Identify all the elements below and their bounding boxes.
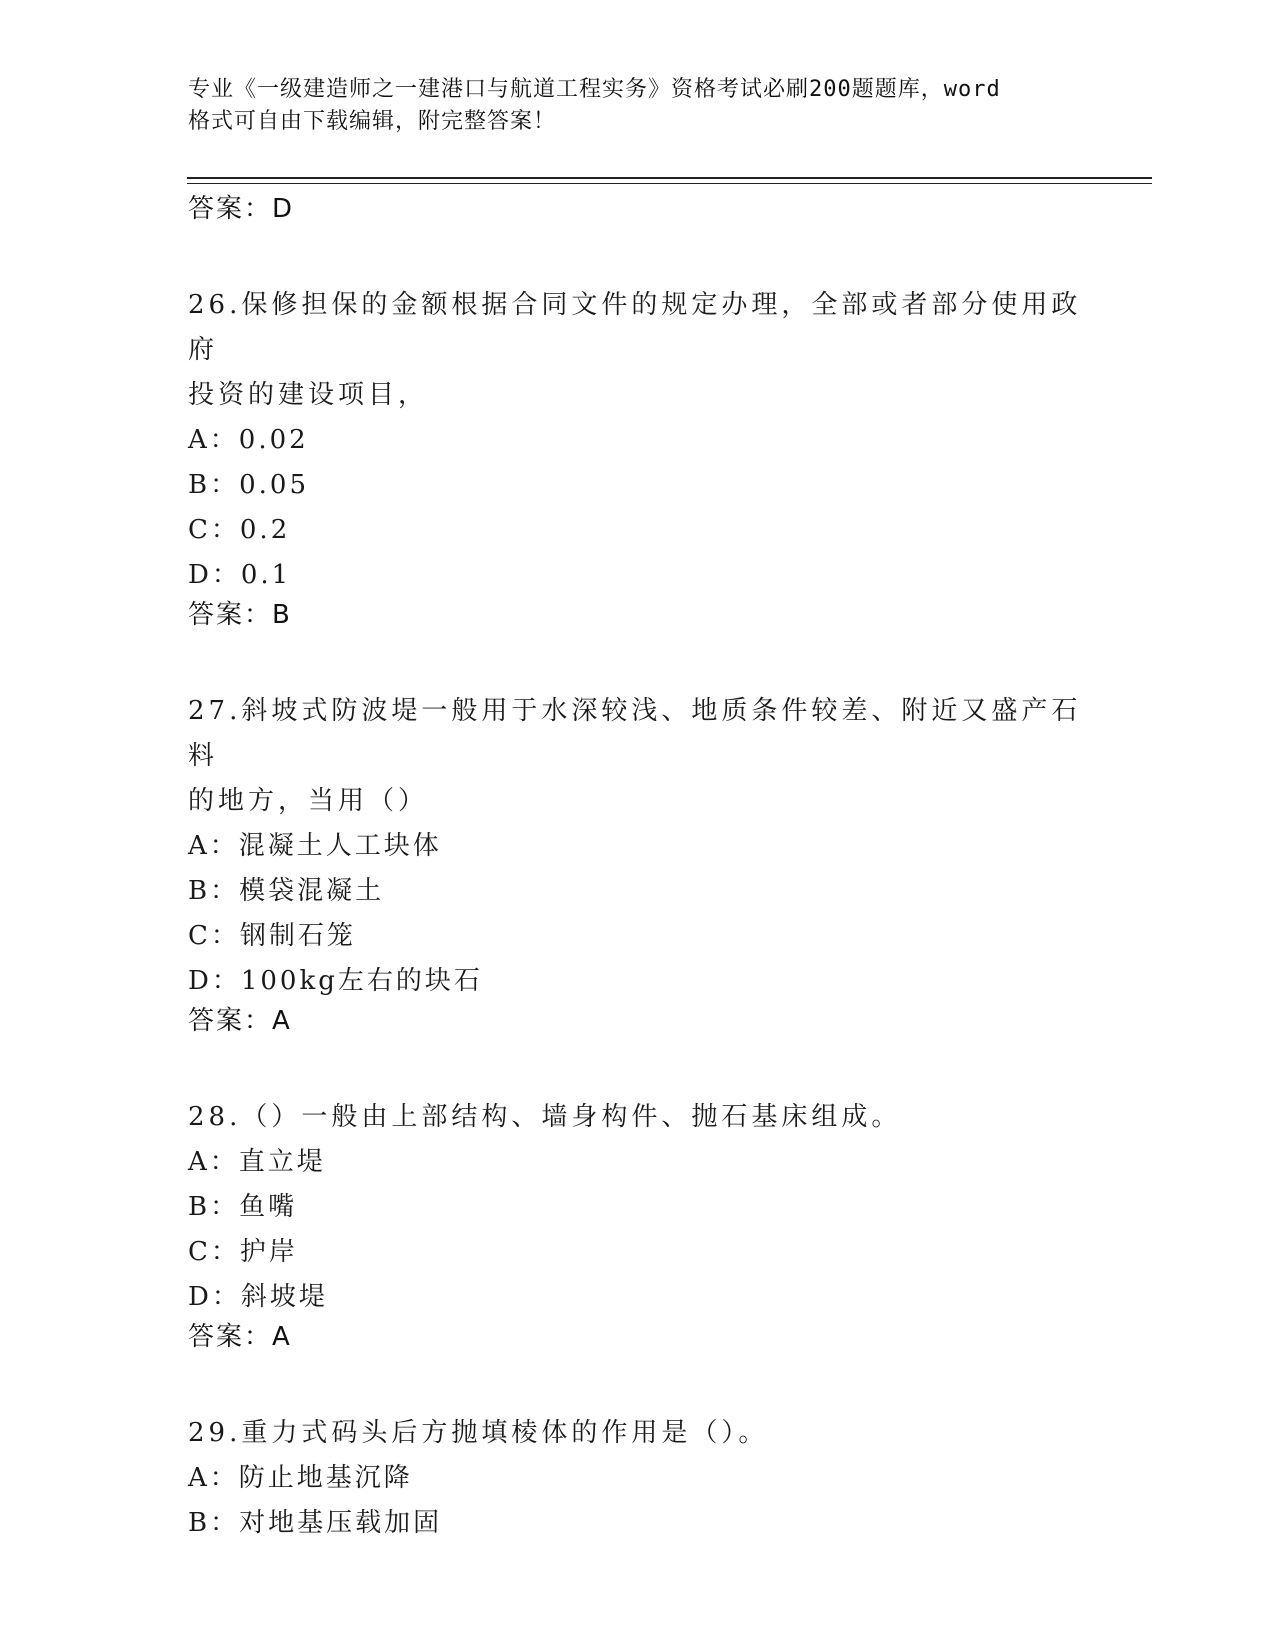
question-26 [188, 283, 1088, 632]
option-d: D：100kg左右的块石 [188, 966, 483, 996]
question-stem-line: 29.重力式码头后方抛填棱体的作用是（）。 [188, 1418, 769, 1448]
question-stem-line: 投资的建设项目， [188, 380, 429, 410]
option-b: B：鱼嘴 [188, 1192, 298, 1222]
question-stem [188, 1411, 1088, 1456]
question-stem-line: 26.保修担保的金额根据合同文件的规定办理，全部或者部分使用政府 [188, 290, 1082, 365]
question-28 [188, 1095, 1088, 1354]
header-line-1: 专业《一级建造师之一建港口与航道工程实务》资格考试必刷200题题库，word [188, 77, 1001, 102]
option-b: B：模袋混凝土 [188, 876, 385, 906]
question-stem [188, 283, 1088, 418]
header-divider-thin [187, 183, 1152, 184]
question-stem [188, 689, 1088, 824]
header-divider-thick [187, 177, 1152, 179]
question-stem-line: 27.斜坡式防波堤一般用于水深较浅、地质条件较差、附近又盛产石料 [188, 696, 1082, 771]
spacer [188, 632, 1088, 689]
document-header [188, 74, 1068, 138]
spacer [188, 1354, 1088, 1411]
spacer [188, 226, 1088, 283]
option-a: A：混凝土人工块体 [188, 831, 442, 861]
option-d: D：0.1 [188, 560, 292, 590]
question-answer: 答案：A [188, 1322, 292, 1352]
question-stem-line: 的地方，当用（） [188, 786, 429, 816]
header-line-2: 格式可自由下载编辑，附完整答案！ [188, 109, 557, 134]
option-c: C：护岸 [188, 1237, 298, 1267]
spacer [188, 1038, 1088, 1095]
question-stem [188, 1095, 1088, 1140]
option-c: C：0.2 [188, 515, 291, 545]
option-d: D：斜坡堤 [188, 1282, 328, 1312]
previous-answer: 答案：D [188, 194, 295, 224]
question-27 [188, 689, 1088, 1038]
question-answer: 答案：A [188, 1006, 292, 1036]
option-a: A：0.02 [188, 425, 309, 455]
option-a: A：防止地基沉降 [188, 1463, 413, 1493]
option-b: B：0.05 [188, 470, 309, 500]
question-stem-line: 28.（）一般由上部结构、墙身构件、抛石基床组成。 [188, 1102, 902, 1132]
question-answer: 答案：B [188, 600, 292, 630]
question-29 [188, 1411, 1088, 1546]
option-c: C：钢制石笼 [188, 921, 356, 951]
question-list [188, 192, 1088, 1546]
option-a: A：直立堤 [188, 1147, 326, 1177]
option-b: B：对地基压载加固 [188, 1508, 443, 1538]
